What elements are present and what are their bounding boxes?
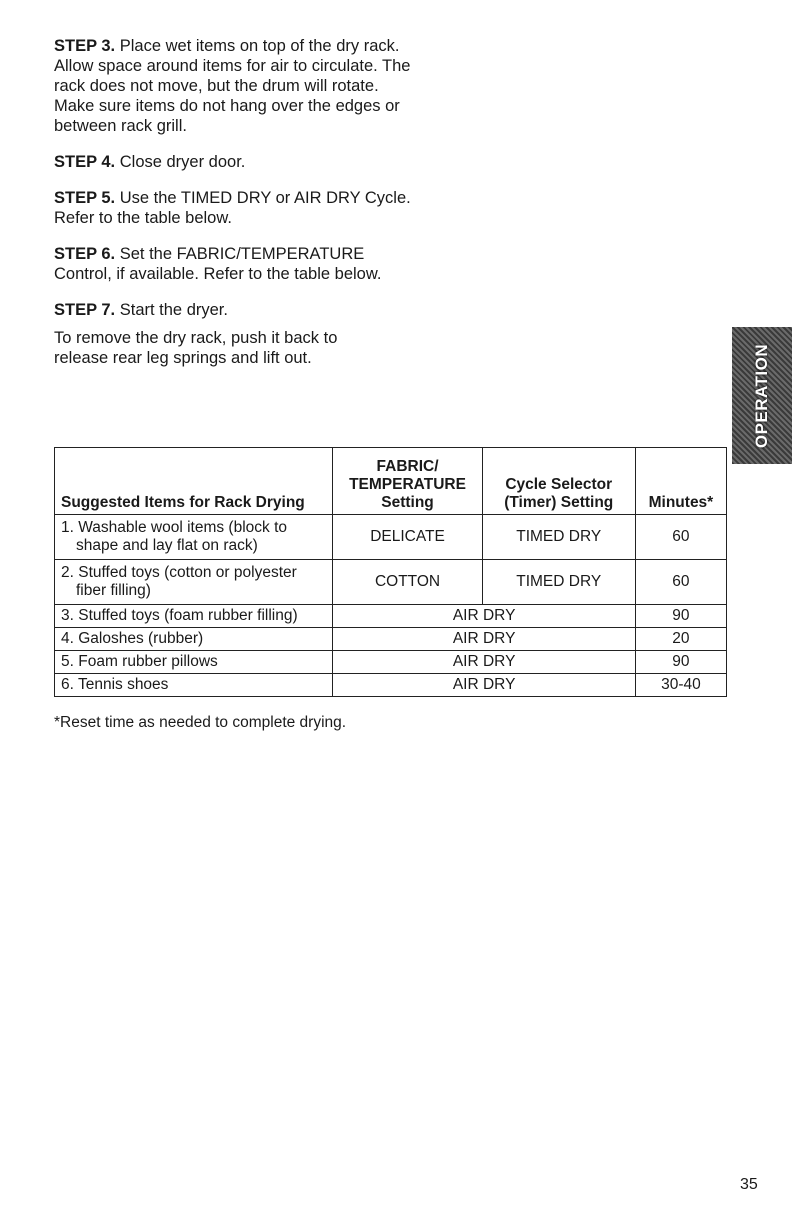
minutes-cell: 60 bbox=[635, 515, 726, 560]
item-line-continued: fiber filling) bbox=[76, 582, 151, 599]
cycle-cell-combined: AIR DRY bbox=[333, 605, 635, 628]
step-text: Start the dryer. bbox=[115, 301, 228, 319]
step-5 bbox=[54, 188, 414, 228]
step-label: STEP 6. bbox=[54, 245, 116, 263]
rack-drying-table bbox=[54, 447, 727, 697]
instruction-steps bbox=[54, 36, 414, 384]
item-line: 2. Stuffed toys (cotton or polyester bbox=[61, 564, 297, 581]
cycle-cell-combined: AIR DRY bbox=[333, 651, 635, 674]
step-3 bbox=[54, 36, 414, 136]
step-label: STEP 4. bbox=[54, 153, 116, 171]
step-7 bbox=[54, 300, 414, 320]
minutes-cell: 60 bbox=[635, 560, 726, 605]
minutes-cell: 30-40 bbox=[635, 674, 726, 697]
table-row bbox=[55, 515, 727, 560]
step-label: STEP 7. bbox=[54, 301, 116, 319]
minutes-cell: 20 bbox=[635, 628, 726, 651]
table-row bbox=[55, 674, 727, 697]
minutes-cell: 90 bbox=[635, 651, 726, 674]
table-row bbox=[55, 560, 727, 605]
cycle-cell-combined: AIR DRY bbox=[333, 674, 635, 697]
header-minutes: Minutes* bbox=[635, 448, 726, 515]
item-cell bbox=[55, 560, 333, 605]
item-cell bbox=[55, 515, 333, 560]
table-footnote: *Reset time as needed to complete drying. bbox=[54, 714, 347, 731]
cycle-cell: TIMED DRY bbox=[482, 515, 635, 560]
table-row bbox=[55, 605, 727, 628]
step-text: Close dryer door. bbox=[115, 153, 246, 171]
item-cell: 3. Stuffed toys (foam rubber filling) bbox=[55, 605, 333, 628]
item-cell: 5. Foam rubber pillows bbox=[55, 651, 333, 674]
fabric-cell: COTTON bbox=[333, 560, 482, 605]
fabric-cell: DELICATE bbox=[333, 515, 482, 560]
table-row bbox=[55, 628, 727, 651]
step-text: Set the FABRIC/TEMPERATURE Control, if available. Refer to the table below. bbox=[54, 245, 382, 283]
step-label: STEP 3. bbox=[54, 37, 116, 55]
item-cell: 6. Tennis shoes bbox=[55, 674, 333, 697]
header-cycle-selector: Cycle Selector (Timer) Setting bbox=[482, 448, 635, 515]
section-tab bbox=[732, 327, 792, 464]
cycle-cell: TIMED DRY bbox=[482, 560, 635, 605]
step-4 bbox=[54, 152, 414, 172]
item-line-continued: shape and lay flat on rack) bbox=[76, 537, 258, 554]
header-suggested-items: Suggested Items for Rack Drying bbox=[55, 448, 333, 515]
cycle-cell-combined: AIR DRY bbox=[333, 628, 635, 651]
table-row bbox=[55, 651, 727, 674]
step-6 bbox=[54, 244, 414, 284]
step-label: STEP 5. bbox=[54, 189, 116, 207]
header-fabric-temperature: FABRIC/ TEMPERATURE Setting bbox=[333, 448, 482, 515]
table-header-row bbox=[55, 448, 727, 515]
item-cell: 4. Galoshes (rubber) bbox=[55, 628, 333, 651]
section-tab-label: OPERATION bbox=[752, 343, 771, 448]
page-number: 35 bbox=[740, 1176, 758, 1193]
step-text: Use the TIMED DRY or AIR DRY Cycle. Refer to the table below. bbox=[54, 189, 411, 227]
minutes-cell: 90 bbox=[635, 605, 726, 628]
remove-rack-note: To remove the dry rack, push it back to release rear leg springs and lift out. bbox=[54, 329, 338, 367]
step-text: Place wet items on top of the dry rack. Allow space around items for air to circulate. The rack does not move, but the drum will rotate. Make sure items do not hang over the edges or between rack grill. bbox=[54, 37, 411, 135]
item-line: 1. Washable wool items (block to bbox=[61, 519, 287, 536]
